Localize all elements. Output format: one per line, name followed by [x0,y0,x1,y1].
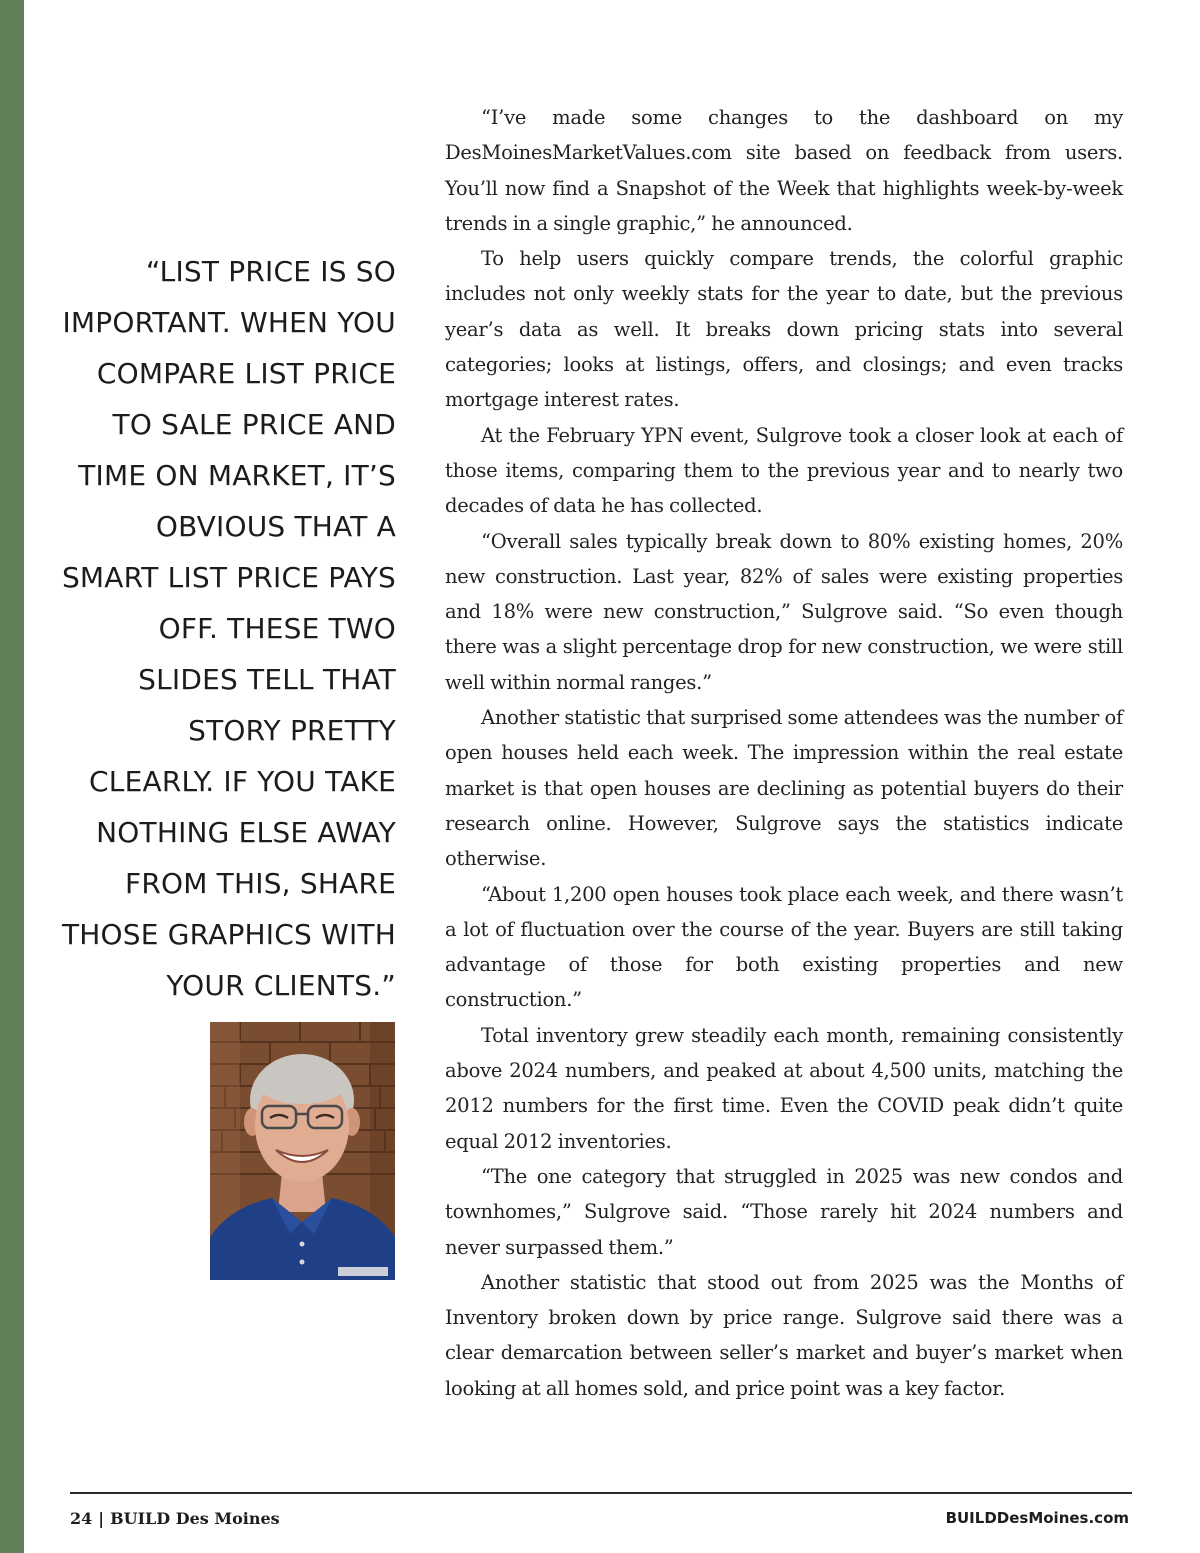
pull-quote: “LIST PRICE IS SO IMPORTANT. WHEN YOU COMPARE LIST PRICE TO SALE PRICE AND TIME ON MARKET, IT’S OBVIOUS THAT A SMART LIST PRICE PAYS OFF. THESE TWO SLIDES TELL THAT STORY PRETTY CLEARLY. IF YOU TAKE NOTHING ELSE AWAY FROM THIS, SHARE THOSE GRAPHICS WITH YOUR CLIENTS.” [61,255,396,1002]
paragraph: “Overall sales typically break down to 80% existing homes, 20% new construction. Last year, 82% of sales were existing properties and 18% were new construction,” Sulgrove said. “So even though there was a slight percentage drop for new construction, we were still well within normal ranges.” [445,529,1123,694]
author-photo [210,1022,395,1280]
portrait-illustration [210,1022,395,1280]
page-number: 24 [70,1509,93,1528]
footer-divider [70,1492,1132,1494]
paragraph: To help users quickly compare trends, the colorful graphic includes not only weekly stats for the year to date, but the previous year’s data as well. It breaks down pricing stats into several categories; looks at listings, offers, and closings; and even tracks mortgage interest rates. [445,247,1123,412]
article-body [445,100,1123,1406]
footer-website: BUILDDesMoines.com [945,1509,1129,1527]
footer-folio [70,1509,280,1528]
paragraph: Another statistic that surprised some attendees was the number of open houses held each week. The impression within the real estate market is that open houses are declining as potential buyers do their research online. However, Sulgrove says the statistics indicate otherwise. [445,706,1123,871]
paragraph: “About 1,200 open houses took place each week, and there wasn’t a lot of fluctuation over the course of the year. Buyers are still taking advantage of those for both existing properties and new construction.” [445,882,1123,1012]
paragraph: At the February YPN event, Sulgrove took a closer look at each of those items, comparing them to the previous year and to nearly two decades of data he has collected. [445,423,1123,518]
side-accent-bar [0,0,24,1553]
folio-separator: | [98,1509,105,1528]
paragraph: “The one category that struggled in 2025 was new condos and townhomes,” Sulgrove said. “Those rarely hit 2024 numbers and never surpassed them.” [445,1164,1123,1259]
paragraph: Total inventory grew steadily each month, remaining consistently above 2024 numbers, and peaked at about 4,500 units, matching the 2012 numbers for the first time. Even the COVID peak didn’t quite equal 2012 inventories. [445,1023,1123,1153]
publication-name: BUILD Des Moines [110,1509,280,1528]
paragraph: Another statistic that stood out from 2025 was the Months of Inventory broken down by price range. Sulgrove said there was a clear demarcation between seller’s market and buyer’s market when looking at all homes sold, and price point was a key factor. [445,1270,1123,1400]
paragraph: “I’ve made some changes to the dashboard on my DesMoinesMarketValues.com site based on feedback from users. You’ll now find a Snapshot of the Week that highlights week-by-week trends in a single graphic,” he announced. [445,106,1123,235]
